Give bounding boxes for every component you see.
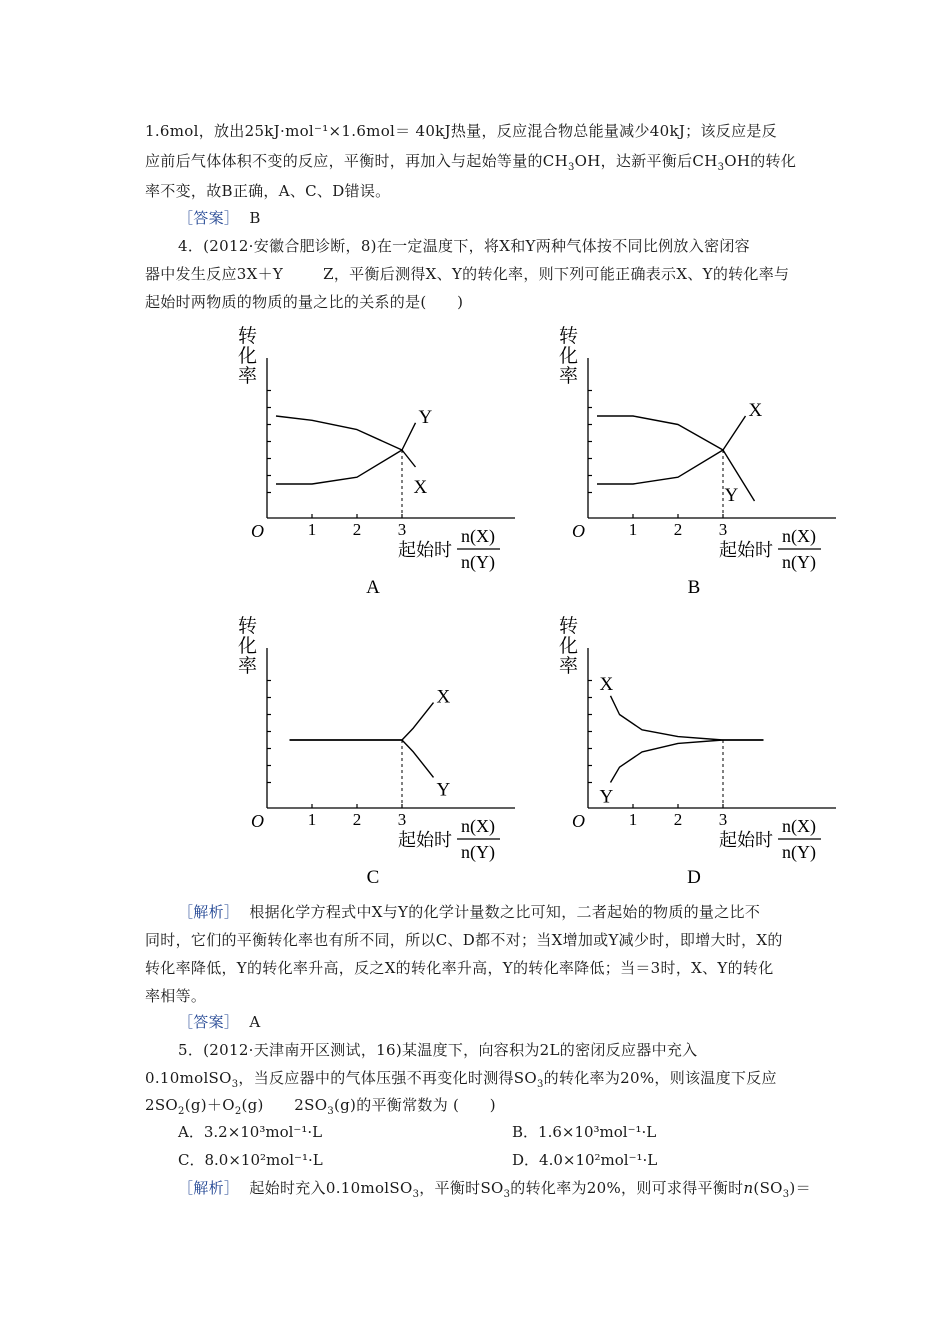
subscript-2: 2: [234, 1106, 242, 1117]
analysis-2-part-e: )＝: [789, 1179, 811, 1197]
subscript-3: 3: [536, 1079, 544, 1090]
graph-caption: D: [687, 867, 701, 888]
analysis-2-part-c: 的转化率为20%，则可求得平衡时: [510, 1179, 744, 1197]
option-d: D．4.0×10²mol⁻¹·L: [512, 1151, 658, 1169]
x-tick-label: 3: [397, 810, 407, 829]
graph-caption: C: [366, 867, 380, 888]
question-5-line-2-part-b: ，当反应器中的气体压强不再变化时测得SO: [238, 1069, 537, 1087]
x-fraction-denominator: n(Y): [461, 842, 495, 862]
x-axis-caption: 起始时: [719, 830, 773, 851]
series-label-y: Y: [599, 786, 614, 808]
question-5-line-3-part-d: (g)的平衡常数为 ( ): [333, 1096, 496, 1114]
analysis-line-1: [178, 902, 760, 922]
question-4-line-1: 4．(2012·安徽合肥诊断，8)在一定温度下，将X和Y两种气体按不同比例放入密闭容: [178, 237, 750, 255]
analysis-line-3: 转化率降低，Y的转化率升高，反之X的转化率升高，Y的转化率降低；当＝3时，X、Y的转化: [145, 959, 774, 977]
y-axis-label-char: 化: [238, 635, 258, 657]
graph-a-svg: [232, 323, 522, 598]
analysis-2-part-d: (SO: [753, 1179, 783, 1197]
series-curve-y: [611, 740, 764, 783]
y-axis-label-char: 率: [238, 365, 258, 387]
subscript-3: 3: [782, 1189, 790, 1200]
series-label-y: Y: [724, 485, 739, 506]
option-b: B．1.6×10³mol⁻¹·L: [512, 1123, 657, 1141]
option-c: C．8.0×10²mol⁻¹·L: [178, 1151, 323, 1169]
y-axis-label-char: 转: [238, 325, 258, 347]
y-axis-label-char: 化: [559, 635, 579, 657]
series-curve-y: [276, 423, 416, 484]
series-curve-x: [611, 696, 764, 740]
analysis-2-part-b: ，平衡时SO: [419, 1179, 504, 1197]
subscript-3: 3: [327, 1106, 334, 1117]
series-label-x: X: [413, 477, 428, 498]
analysis-tag: ［解析］: [178, 1179, 240, 1197]
question-4-line-2-part-b: Z，平衡后测得X、Y的转化率，则下列可能正确表示X、Y的转化率与: [323, 265, 790, 283]
x-fraction-denominator: n(Y): [461, 552, 495, 572]
x-tick-label: 2: [352, 810, 362, 829]
text-line-3: 率不变，故B正确，A、C、D错误。: [145, 182, 391, 200]
y-axis-label-char: 化: [238, 345, 258, 367]
y-axis-label-char: 率: [559, 365, 579, 387]
series-label-x: X: [599, 673, 614, 695]
subscript-3: 3: [412, 1189, 420, 1200]
x-fraction-numerator: n(X): [782, 816, 816, 836]
question-5-line-1: 5．(2012·天津南开区测试，16)某温度下，向容积为2L的密闭反应器中充入: [178, 1041, 698, 1059]
y-axis-label-char: 转: [238, 615, 258, 637]
y-axis-label-char: 率: [559, 655, 579, 677]
text-line-2-part-c: OH的转化: [724, 152, 797, 170]
graph-caption: A: [366, 577, 380, 598]
x-fraction-numerator: n(X): [461, 816, 495, 836]
x-tick-label: 2: [352, 520, 362, 539]
series-label-y: Y: [436, 779, 451, 801]
x-tick-label: 1: [628, 810, 638, 829]
origin-label: O: [251, 521, 264, 541]
x-tick-label: 3: [718, 810, 728, 829]
analysis-2-line-1: [178, 1178, 811, 1198]
graph-a: [232, 323, 522, 598]
y-axis-label-char: 转: [559, 615, 579, 637]
x-tick-label: 2: [673, 520, 683, 539]
series-curve-y: [290, 740, 434, 777]
analysis-2-n: n: [743, 1179, 754, 1197]
subscript-3: 3: [567, 162, 575, 173]
question-5-line-2-part-c: 的转化率为20%，则该温度下反应: [543, 1069, 777, 1087]
text-line-2: [145, 151, 796, 171]
x-tick-label: 1: [307, 520, 317, 539]
answer-value: B: [249, 209, 261, 227]
graph-c: [232, 613, 522, 888]
subscript-3: 3: [231, 1079, 239, 1090]
analysis-line-4: 率相等。: [145, 987, 207, 1005]
graph-d: [553, 613, 843, 888]
x-tick-label: 2: [673, 810, 683, 829]
option-a: A．3.2×10³mol⁻¹·L: [178, 1123, 323, 1141]
text-line-1: 1.6mol，放出25kJ·mol⁻¹×1.6mol＝ 40kJ热量，反应混合物总能量减少40kJ；该反应是反: [145, 122, 777, 140]
answer-2: [178, 1012, 260, 1032]
y-axis-label-char: 转: [559, 325, 579, 347]
series-label-y: Y: [418, 406, 433, 428]
x-axis-caption: 起始时: [719, 540, 773, 561]
x-axis-caption: 起始时: [398, 830, 452, 851]
analysis-2-part-a: 起始时充入0.10molSO: [249, 1179, 413, 1197]
x-tick-label: 1: [307, 810, 317, 829]
x-fraction-numerator: n(X): [461, 526, 495, 546]
graph-b: [553, 323, 843, 598]
analysis-tag: ［解析］: [178, 903, 240, 921]
question-5-line-3-part-c: (g) 2SO: [241, 1096, 328, 1114]
graph-c-svg: [232, 613, 522, 888]
text-line-2-part-b: OH，达新平衡后CH: [574, 152, 718, 170]
subscript-2: 2: [178, 1106, 185, 1117]
origin-label: O: [251, 811, 264, 831]
question-5-line-2: [145, 1068, 777, 1088]
question-5-line-3-part-a: 2SO: [145, 1096, 179, 1114]
answer-tag: ［答案］: [178, 209, 240, 227]
x-tick-label: 3: [397, 520, 407, 539]
answer-value: A: [249, 1013, 261, 1031]
subscript-3: 3: [503, 1189, 511, 1200]
y-axis-label-char: 率: [238, 655, 258, 677]
question-4-line-3: 起始时两物质的物质的量之比的关系的是( ): [145, 293, 464, 311]
x-axis-caption: 起始时: [398, 540, 452, 561]
origin-label: O: [572, 521, 585, 541]
answer-1: [178, 208, 261, 228]
graph-caption: B: [687, 577, 701, 598]
analysis-line-1-text: 根据化学方程式中X与Y的化学计量数之比可知，二者起始的物质的量之比不: [249, 903, 761, 921]
series-label-x: X: [748, 400, 763, 421]
series-curve-x: [276, 416, 416, 467]
x-fraction-denominator: n(Y): [782, 552, 816, 572]
subscript-3: 3: [717, 162, 725, 173]
series-label-x: X: [436, 686, 451, 708]
question-5-line-3: [145, 1095, 496, 1115]
x-tick-label: 3: [718, 520, 728, 539]
graph-b-svg: [553, 323, 843, 598]
text-line-2-part-a: 应前后气体体积不变的反应，平衡时，再加入与起始等量的CH: [145, 152, 568, 170]
y-axis-label-char: 化: [559, 345, 579, 367]
question-5-line-2-part-a: 0.10molSO: [145, 1069, 232, 1087]
graph-d-svg: [553, 613, 843, 888]
origin-label: O: [572, 811, 585, 831]
x-fraction-numerator: n(X): [782, 526, 816, 546]
analysis-line-2: 同时，它们的平衡转化率也有所不同，所以C、D都不对；当X增加或Y减少时，即增大时，X的: [145, 931, 783, 949]
answer-tag: ［答案］: [178, 1013, 240, 1031]
x-tick-label: 1: [628, 520, 638, 539]
question-5-line-3-part-b: (g)＋O: [184, 1096, 235, 1114]
x-fraction-denominator: n(Y): [782, 842, 816, 862]
series-curve-x: [290, 703, 434, 740]
question-4-line-2-part-a: 器中发生反应3X＋Y: [145, 265, 284, 283]
question-4-line-2: [145, 264, 789, 284]
